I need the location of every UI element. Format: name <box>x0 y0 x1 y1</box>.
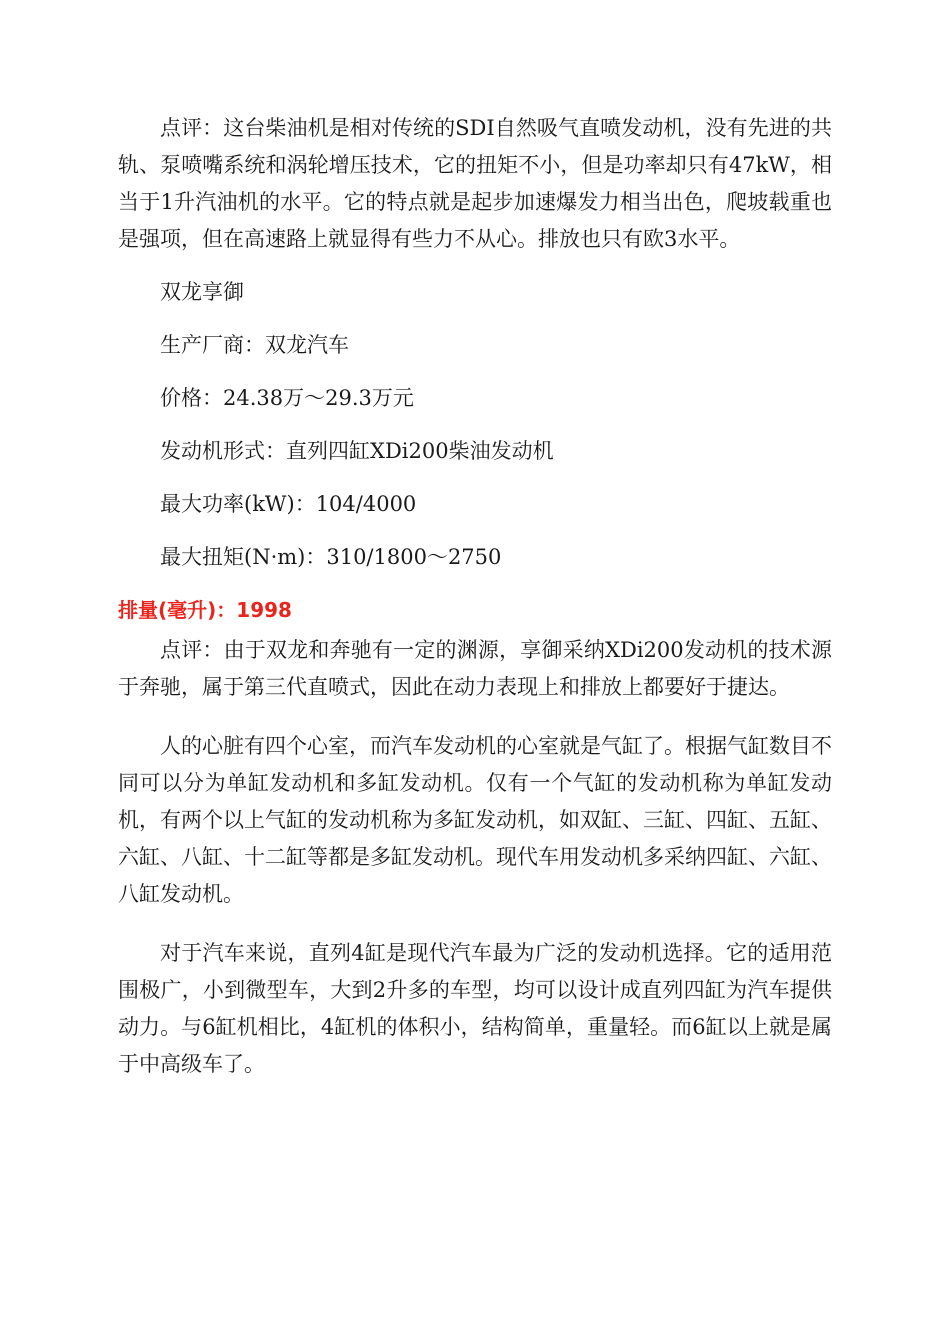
manufacturer-line: 生产厂商：双龙汽车 <box>160 333 349 357</box>
inline-four-paragraph: 对于汽车来说，直列4缸是现代汽车最为广泛的发动机选择。它的适用范围极广，小到微型车，大到2升多的车型，均可以设计成直列四缸为汽车提供动力。与6缸机相比，4缸机的体积小，结构简单，重量轻。而6缸以上就是属于中高级车了。 <box>118 941 832 1076</box>
spacer <box>118 523 832 539</box>
spacer <box>118 576 832 592</box>
displacement-heading: 排量(毫升)：1998 <box>118 598 292 622</box>
cylinder-paragraph: 人的心脏有四个心室，而汽车发动机的心室就是气缸了。根据气缸数目不同可以分为单缸发动机和多缸发动机。仅有一个气缸的发动机称为单缸发动机，有两个以上气缸的发动机称为多缸发动机，如双缸、三缸、四缸、五缸、六缸、八缸、十二缸等都是多缸发动机。现代车用发动机多采纳四缸、六缸、八缸发动机。 <box>118 734 832 906</box>
spacer <box>118 470 832 486</box>
spacer <box>118 706 832 728</box>
spacer <box>118 364 832 380</box>
review-paragraph-jetta: 点评：这台柴油机是相对传统的SDI自然吸气直喷发动机，没有先进的共轨、泵喷嘴系统和涡轮增压技术，它的扭矩不小，但是功率却只有47kW，相当于1升汽油机的水平。它的特点就是起步加速爆发力相当出色，爬坡载重也是强项，但在高速路上就显得有些力不从心。排放也只有欧3水平。 <box>118 116 832 251</box>
spacer <box>118 417 832 433</box>
model-name: 双龙享御 <box>160 280 244 304</box>
max-power-line: 最大功率(kW)：104/4000 <box>160 492 417 516</box>
engine-type-line: 发动机形式：直列四缸XDi200柴油发动机 <box>160 439 554 463</box>
max-torque-line: 最大扭矩(N·m)：310/1800～2750 <box>160 545 502 569</box>
review-paragraph-kyron: 点评：由于双龙和奔驰有一定的渊源，享御采纳XDi200发动机的技术源于奔驰，属于第三代直喷式，因此在动力表现上和排放上都要好于捷达。 <box>118 638 832 699</box>
spacer <box>118 311 832 327</box>
price-line: 价格：24.38万～29.3万元 <box>160 386 414 410</box>
spacer <box>118 913 832 935</box>
document-page <box>118 110 832 1083</box>
spacer <box>118 258 832 274</box>
